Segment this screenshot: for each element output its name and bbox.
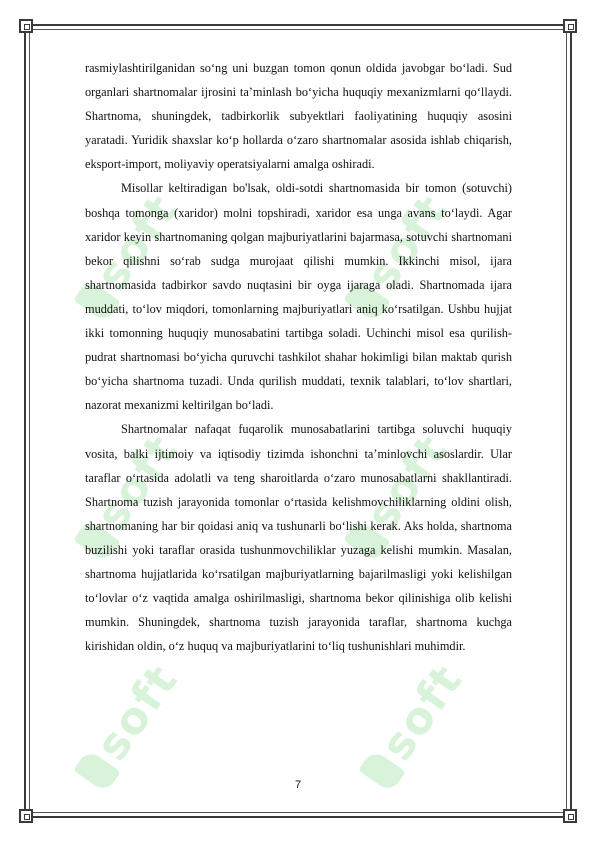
- corner-ornament-icon: [563, 19, 577, 33]
- watermark-text: soft: [371, 654, 474, 770]
- watermark-text: soft: [86, 424, 189, 540]
- paragraph: Shartnomalar nafaqat fuqarolik munosabatlarini tartibga soluvchi huquqiy vosita, balki ijtimoiy va iqtisodiy tizimda ishonchni ta’minlovchi asoslardir. Ular taraflar o‘rtasida adolatli va teng sharoitlarda o‘zaro munosabatlarni shakllantiradi. Shartnoma tuzish jarayonida tomonlar o‘rtasida kelishmovchiliklarning oldini olish, shartnomaning har bir qoidasi aniq va tushunarli bo‘lishi kerak. Aks holda, shartnoma buzilishi yoki taraflar orasida tushunmovchiliklar yuzaga kelishi mumkin. Masalan, shartnoma hujjatlarida ko‘rsatilgan majburiyatlarning bajarilmasligi yoki kelishilgan to‘lovlar o‘z vaqtida amalga oshirilmasligi, shartnoma bekor qilinishiga olib kelishi mumkin. Shuningdek, shartnoma tuzish jarayonida taraflar, shartnoma kuchga kirishidan oldin, o‘z huquq va majburiyatlarini to‘liq tushunishlari muhimdir.: [85, 422, 512, 654]
- watermark-text: soft: [86, 184, 189, 300]
- corner-ornament-icon: [19, 809, 33, 823]
- watermark-text: soft: [356, 424, 459, 540]
- paragraph: Misollar keltiradigan bo'lsak, oldi-sotdi shartnomasida bir tomon (sotuvchi) boshqa tomonga (xaridor) molni topshiradi, xaridor esa unga avans to‘laydi. Agar xaridor keyin shartnomaning qolgan majburiyatlarini bajarmasa, sotuvchi shartnomani bekor qilishni so‘rab sudga murojaat qilishi mumkin. Ikkinchi misol, ijara shartnomasida tadbirkor savdo nuqtasini bir oyga ijaraga oladi. Shartnomada ijara muddati, to‘lov miqdori, tomonlarning majburiyatlari aniq ko‘rsatilgan. Ushbu hujjat ikki tomonning huquqiy munosabatini tartibga soladi. Uchinchi misol esa qurilish-pudrat shartnomasi bo‘yicha quruvchi tashkilot shahar hokimligi bilan maktab qurish bo‘yicha shartnoma tuzadi. Unda qurilish muddati, texnik talablari, to‘lov shartlari, nazorat mexanizmi keltirilgan bo‘ladi.: [85, 181, 512, 413]
- watermark-text: soft: [356, 184, 459, 300]
- corner-ornament-icon: [563, 809, 577, 823]
- page-number: 7: [294, 779, 302, 791]
- paragraph: rasmiylashtirilganidan so‘ng uni buzgan tomon qonun oldida javobgar bo‘ladi. Sud organlari shartnomalar ijrosini ta’minlash bo‘yicha huquqiy mexanizmlarni qo‘llaydi. Shartnoma, shuningdek, tadbirkorlik subyektlari faoliyatining huquqiy asosini yaratadi. Yuridik shaxslar ko‘p hollarda o‘zaro shartnomalar asosida ishlab chiqarish, eksport-import, moliyaviy operatsiyalarni amalga oshiradi.: [85, 61, 512, 172]
- document-body: [85, 56, 512, 658]
- watermark-text: soft: [86, 654, 189, 770]
- corner-ornament-icon: [19, 19, 33, 33]
